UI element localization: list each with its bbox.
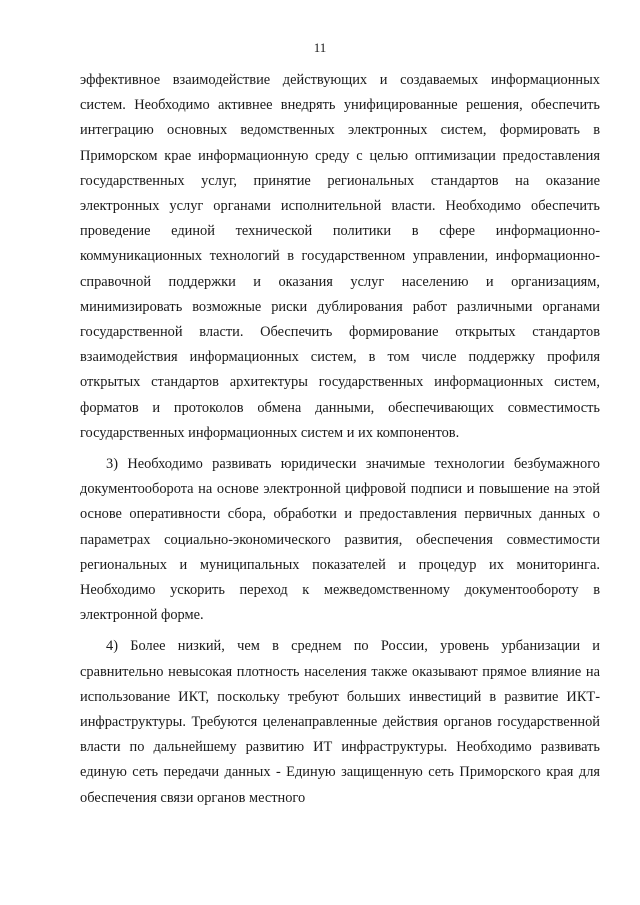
paragraph-item-4: 4) Более низкий, чем в среднем по России, уровень урбанизации и сравнительно невысокая плотность населения также оказывают прямое влияние на использование ИКТ, поскольку требуют больших инвестиций в развитие ИКТ-инфраструктуры. Требуются целенаправленные действия органов государственной власти по дальнейшему развитию ИТ инфраструктуры. Необходимо развивать единую сеть передачи данных - Единую защищенную сеть Приморского края для обеспечения связи органов местного — [80, 638, 600, 806]
paragraph-item-3: 3) Необходимо развивать юридически значимые технологии безбумажного документооборота на основе электронной цифровой подписи и повышение на этой основе оперативности сбора, обработки и предоставления первичных данных о параметрах социально-экономического развития, обеспечения совместимости региональных и муниципальных показателей и процедур их мониторинга. Необходимо ускорить переход к межведомственному документообороту в электронной форме. — [80, 456, 600, 624]
document-body — [80, 68, 600, 811]
paragraph-continuation: эффективное взаимодействие действующих и создаваемых информационных систем. Необходимо активнее внедрять унифицированные решения, обеспечить интеграцию основных ведомственных электронных систем, формировать в Приморском крае информационную среду с целью оптимизации предоставления государственных услуг, принятие региональных стандартов на оказание электронных услуг органами исполнительной власти. Необходимо обеспечить проведение единой технической политики в сфере информационно-коммуникационных технологий в государственном управлении, информационно-справочной поддержки и оказания услуг населению и организациям, минимизировать возможные риски дублирования работ различными органами государственной власти. Обеспечить формирование открытых стандартов взаимодействия информационных систем, в том числе поддержку профиля открытых стандартов архитектуры государственных информационных систем, форматов и протоколов обмена данными, обеспечивающих совместимость государственных информационных систем и их компонентов. — [80, 72, 600, 441]
page-number: 11 — [313, 40, 327, 55]
